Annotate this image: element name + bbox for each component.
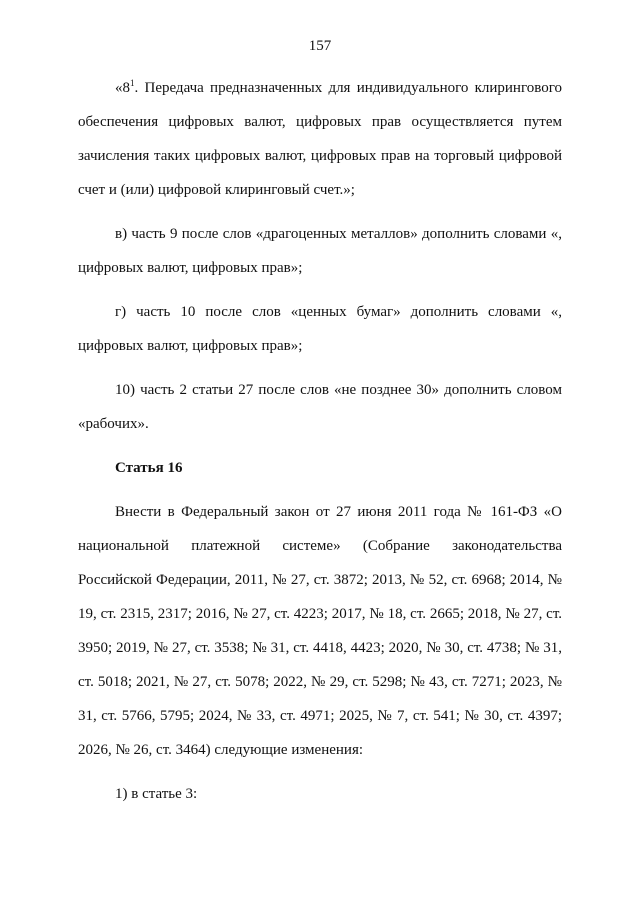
- paragraph-clearing-transfer: [78, 71, 562, 207]
- superscript-index: 1: [130, 78, 135, 88]
- paragraph-article-27: 10) часть 2 статьи 27 после слов «не позднее 30» дополнить словом «рабочих».: [78, 382, 562, 432]
- paragraph-federal-law: Внести в Федеральный закон от 27 июня 2011 года № 161-ФЗ «О национальной платежной системе» (Собрание законодательства Российской Федерации, 2011, № 27, ст. 3872; 2013, № 52, ст. 6968; 2014, № 19, ст. 2315, 2317; 2016, № 27, ст. 4223; 2017, № 18, ст. 2665; 2018, № 27, ст. 3950; 2019, № 27, ст. 3538; № 31, ст. 4418, 4423; 2020, № 30, ст. 4738; № 31, ст. 5018; 2021, № 27, ст. 5078; 2022, № 29, ст. 5298; № 43, ст. 7271; 2023, № 31, ст. 5766, 5795; 2024, № 33, ст. 4971; 2025, № 7, ст. 541; № 30, ст. 4397; 2026, № 26, ст. 3464) следующие изменения:: [78, 504, 562, 758]
- paragraph-part-9: в) часть 9 после слов «драгоценных металлов» дополнить словами «, цифровых валют, цифровых прав»;: [78, 226, 562, 276]
- paragraph-article-3: 1) в статье 3:: [115, 786, 198, 802]
- paragraph-clearing-transfer-text: . Передача предназначенных для индивидуального клирингового обеспечения цифровых валют, цифровых прав осуществляется путем зачисления таких цифровых валют, цифровых прав на торговый цифровой счет и (или) цифровой клиринговый счет.»;: [78, 80, 562, 198]
- page-number: 157: [308, 38, 332, 54]
- document-body: [78, 71, 562, 821]
- paragraph-part-10: г) часть 10 после слов «ценных бумаг» дополнить словами «, цифровых валют, цифровых прав»;: [78, 304, 562, 354]
- article-heading: Статья 16: [115, 460, 183, 476]
- paragraph-clearing-transfer-start: «8: [115, 80, 130, 96]
